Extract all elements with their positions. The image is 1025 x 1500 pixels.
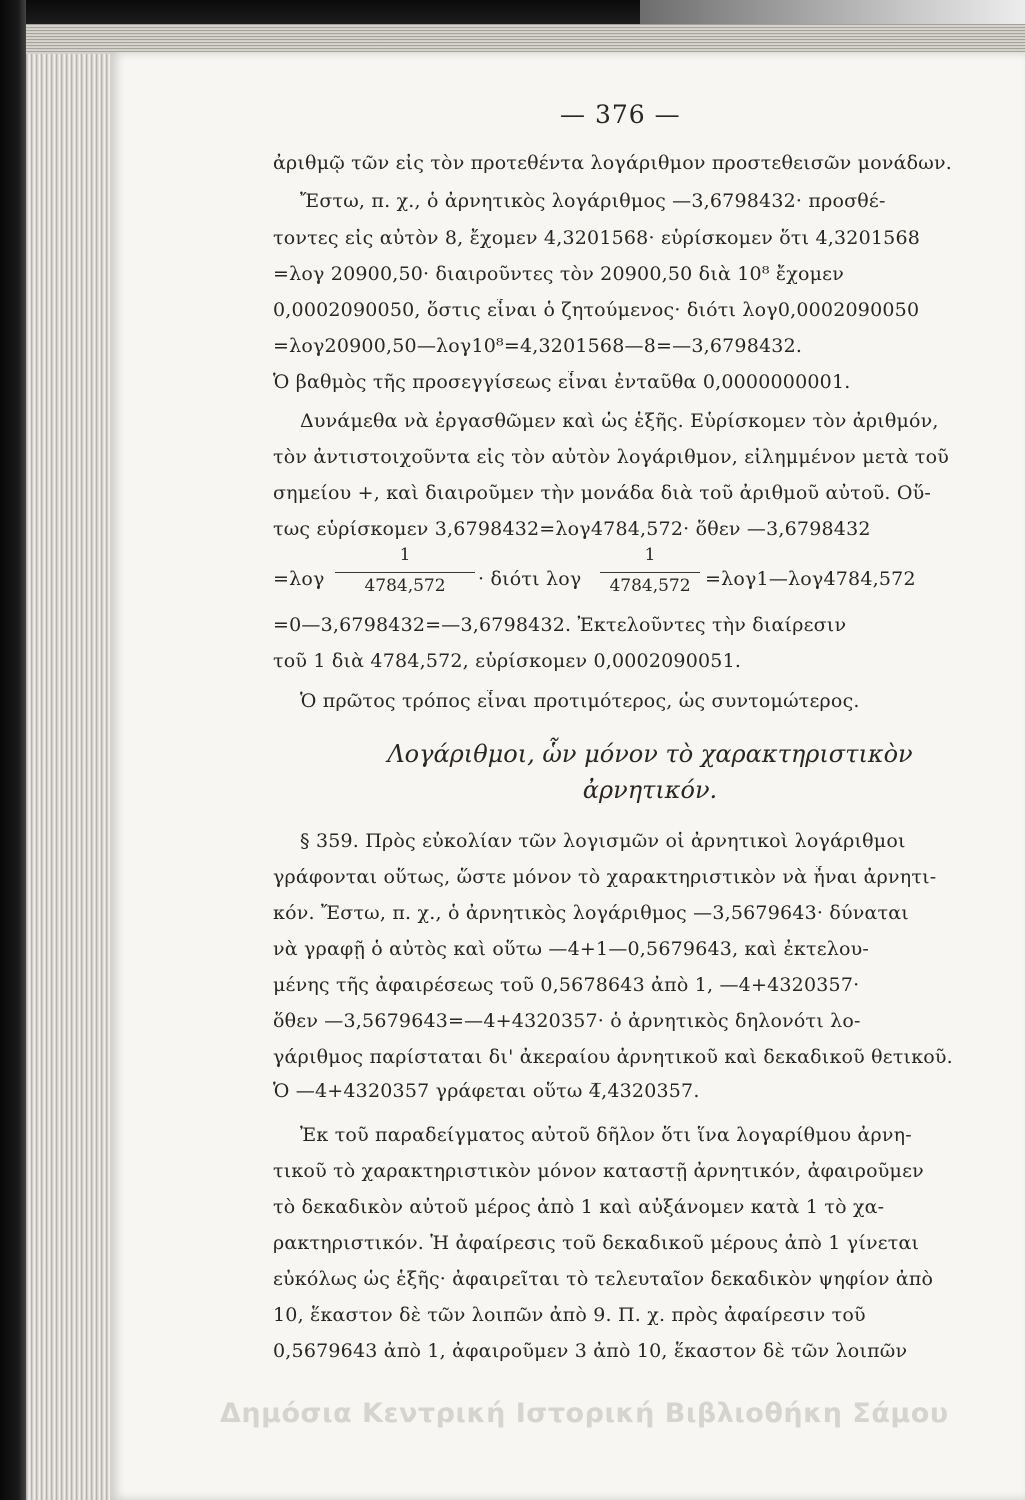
text-line: ὅθεν —3,5679643=—4+4320357· ὁ ἀρνητικὸς δηλονότι λο- bbox=[273, 1010, 861, 1032]
formula-prefix: =λογ bbox=[273, 568, 325, 590]
text-line: νὰ γραφῇ ὁ αὐτὸς καὶ οὕτω —4+1—0,5679643, καὶ ἐκτελου- bbox=[273, 938, 870, 960]
text-line: τὸ δεκαδικὸν αὐτοῦ μέρος ἀπὸ 1 καὶ αὐξάνομεν κατὰ 1 τὸ χα- bbox=[273, 1196, 885, 1218]
book-page-edges-top bbox=[26, 24, 1025, 54]
text-line: ἀριθμῷ τῶν εἰς τὸν προτεθέντα λογάριθμον προστεθεισῶν μονάδων. bbox=[273, 152, 952, 174]
fraction-numerator: 1 bbox=[399, 545, 411, 565]
text-line: Ὁ —4+4320357 γράφεται οὕτω 4̅,4320357. bbox=[273, 1080, 700, 1102]
text-line: =λογ 20900,50· διαιροῦντες τὸν 20900,50 διὰ 10⁸ ἔχομεν bbox=[273, 263, 844, 285]
text-line: τοντες εἰς αὐτὸν 8, ἔχομεν 4,3201568· εὑρίσκομεν ὅτι 4,3201568 bbox=[273, 227, 921, 249]
text-line: μένης τῆς ἀφαιρέσεως τοῦ 0,5678643 ἀπὸ 1, —4+4320357· bbox=[273, 974, 860, 996]
text-line: =0—3,6798432=—3,6798432. Ἐκτελοῦντες τὴν διαίρεσιν bbox=[273, 614, 847, 636]
text-line: τὸν ἀντιστοιχοῦντα εἰς τὸν αὐτὸν λογάριθμον, εἰλημμένον μετὰ τοῦ bbox=[273, 446, 949, 468]
text-line: 0,5679643 ἀπὸ 1, ἀφαιροῦμεν 3 ἀπὸ 10, ἕκαστον δὲ τῶν λοιπῶν bbox=[273, 1340, 908, 1362]
formula-suffix: =λογ1—λογ4784,572 bbox=[705, 568, 916, 590]
text-line: Ὁ βαθμὸς τῆς προσεγγίσεως εἶναι ἐνταῦθα 0,0000000001. bbox=[273, 371, 851, 393]
text-line: τικοῦ τὸ χαρακτηριστικὸν μόνον καταστῇ ἀρνητικόν, ἀφαιροῦμεν bbox=[273, 1160, 924, 1182]
text-line: Ἔστω, π. χ., ὁ ἀρνητικὸς λογάριθμος —3,6798432· προσθέ- bbox=[300, 190, 886, 212]
text-line: τως εὑρίσκομεν 3,6798432=λογ4784,572· ὅθεν —3,6798432 bbox=[273, 518, 871, 540]
text-line: Ὁ πρῶτος τρόπος εἶναι προτιμότερος, ὡς συντομώτερος. bbox=[300, 690, 860, 712]
text-line: γράφονται οὕτως, ὥστε μόνον τὸ χαρακτηριστικὸν νὰ ἦναι ἀρνητι- bbox=[273, 866, 937, 888]
text-line: κόν. Ἔστω, π. χ., ὁ ἀρνητικὸς λογάριθμος —3,5679643· δύναται bbox=[273, 902, 909, 924]
text-line: 10, ἕκαστον δὲ τῶν λοιπῶν ἀπὸ 9. Π. χ. πρὸς ἀφαίρεσιν τοῦ bbox=[273, 1304, 866, 1326]
section-heading-line2: ἀρνητικόν. bbox=[582, 776, 718, 804]
section-heading: Λογάριθμοι, ὧν μόνον τὸ χαρακτηριστικὸν bbox=[387, 740, 913, 768]
text-line: εὐκόλως ὡς ἑξῆς· ἀφαιρεῖται τὸ τελευταῖον δεκαδικὸν ψηφίον ἀπὸ bbox=[273, 1268, 934, 1290]
fraction-bar bbox=[600, 572, 700, 573]
text-line: ρακτηριστικόν. Ἡ ἀφαίρεσις τοῦ δεκαδικοῦ μέρους ἀπὸ 1 γίνεται bbox=[273, 1232, 920, 1254]
text-line: 0,0002090050, ὅστις εἶναι ὁ ζητούμενος· διότι λογ0,0002090050 bbox=[273, 299, 920, 321]
text-line: =λογ20900,50—λογ10⁸=4,3201568—8=—3,6798432. bbox=[273, 335, 803, 357]
text-line: σημείου +, καὶ διαιροῦμεν τὴν μονάδα διὰ τοῦ ἀριθμοῦ αὐτοῦ. Οὕ- bbox=[273, 482, 931, 504]
text-line: τοῦ 1 διὰ 4784,572, εὑρίσκομεν 0,0002090051. bbox=[273, 650, 742, 672]
fraction-numerator: 1 bbox=[644, 545, 656, 565]
paragraph-first-line: § 359. Πρὸς εὐκολίαν τῶν λογισμῶν οἱ ἀρνητικοὶ λογάριθμοι bbox=[300, 830, 906, 852]
formula-mid: · διότι λογ bbox=[478, 568, 582, 590]
text-line: Δυνάμεθα νὰ ἐργασθῶμεν καὶ ὡς ἑξῆς. Εὑρίσκομεν τὸν ἀριθμόν, bbox=[300, 410, 939, 432]
fraction-bar bbox=[335, 572, 475, 573]
text-line: Ἐκ τοῦ παραδείγματος αὐτοῦ δῆλον ὅτι ἵνα λογαρίθμου ἀρνη- bbox=[300, 1124, 912, 1146]
scan-dark-left-border bbox=[0, 0, 26, 1500]
page-number: — 376 — bbox=[560, 100, 681, 129]
fraction-denominator: 4784,572 bbox=[609, 576, 691, 596]
text-line: γάριθμος παρίσταται δι' ἀκεραίου ἀρνητικοῦ καὶ δεκαδικοῦ θετικοῦ. bbox=[273, 1046, 953, 1068]
library-watermark: Δημόσια Κεντρική Ιστορική Βιβλιοθήκη Σάμου bbox=[220, 1398, 949, 1429]
fraction-denominator: 4784,572 bbox=[364, 576, 446, 596]
